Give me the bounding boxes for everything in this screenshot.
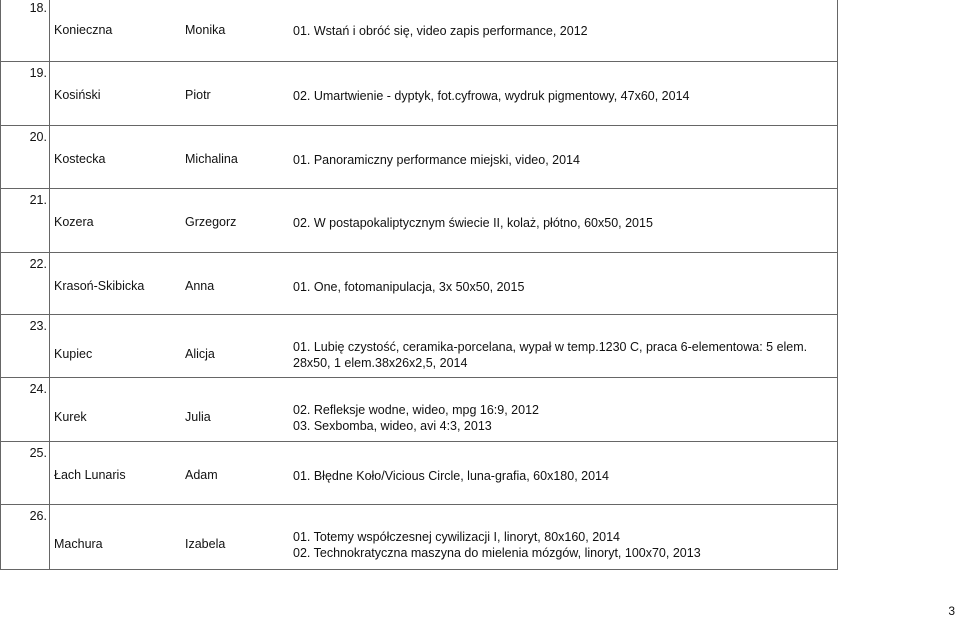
works-list xyxy=(293,279,833,295)
first-name: Izabela xyxy=(185,537,226,551)
row-number: 26. xyxy=(1,505,50,570)
row-number: 20. xyxy=(1,126,50,189)
row-number: 23. xyxy=(1,315,50,378)
row-content xyxy=(50,253,838,315)
row-number: 18. xyxy=(1,0,50,62)
surname: Kupiec xyxy=(54,347,93,361)
row-content xyxy=(50,189,838,253)
first-name: Adam xyxy=(185,468,218,482)
row-number: 19. xyxy=(1,62,50,126)
first-name: Anna xyxy=(185,279,215,293)
table-row xyxy=(1,253,838,315)
work-entry: 02. Technokratyczna maszyna do mielenia mózgów, linoryt, 100x70, 2013 xyxy=(293,546,701,560)
work-entry: 01. Błędne Koło/Vicious Circle, luna-grafia, 60x180, 2014 xyxy=(293,469,609,483)
work-entry: 02. Umartwienie - dyptyk, fot.cyfrowa, wydruk pigmentowy, 47x60, 2014 xyxy=(293,89,690,103)
surname: Łach Lunaris xyxy=(54,468,126,482)
works-list xyxy=(293,339,833,371)
work-entry: 02. Refleksje wodne, wideo, mpg 16:9, 2012 xyxy=(293,403,539,417)
surname: Kosiński xyxy=(54,88,101,102)
row-content xyxy=(50,0,838,62)
works-list xyxy=(293,529,833,561)
works-list xyxy=(293,23,833,39)
works-list xyxy=(293,215,833,231)
surname: Konieczna xyxy=(54,23,113,37)
table-row xyxy=(1,378,838,442)
row-content xyxy=(50,378,838,442)
row-number: 22. xyxy=(1,253,50,315)
work-entry: 02. W postapokaliptycznym świecie II, kolaż, płótno, 60x50, 2015 xyxy=(293,216,653,230)
work-entry: 01. One, fotomanipulacja, 3x 50x50, 2015 xyxy=(293,280,525,294)
table-row xyxy=(1,442,838,505)
row-number: 24. xyxy=(1,378,50,442)
row-content xyxy=(50,505,838,570)
page-number: 3 xyxy=(948,604,955,618)
first-name: Monika xyxy=(185,23,226,37)
table-row xyxy=(1,126,838,189)
first-name: Grzegorz xyxy=(185,215,237,229)
row-number: 21. xyxy=(1,189,50,253)
surname: Krasoń-Skibicka xyxy=(54,279,145,293)
table-row xyxy=(1,505,838,570)
works-list xyxy=(293,152,833,168)
table-row xyxy=(1,0,838,62)
surname: Kurek xyxy=(54,410,87,424)
row-content xyxy=(50,62,838,126)
surname: Kozera xyxy=(54,215,94,229)
surname: Kostecka xyxy=(54,152,106,166)
work-entry: 01. Totemy współczesnej cywilizacji I, linoryt, 80x160, 2014 xyxy=(293,530,621,544)
work-entry: 01. Panoramiczny performance miejski, video, 2014 xyxy=(293,153,580,167)
row-content xyxy=(50,442,838,505)
works-list xyxy=(293,402,833,434)
table-row xyxy=(1,315,838,378)
table-row xyxy=(1,189,838,253)
work-entry: 01. Lubię czystość, ceramika-porcelana, wypał w temp.1230 C, praca 6-elementowa: 5 elem. 28x50, 1 elem.38x26x2,5, 2014 xyxy=(293,340,808,370)
works-list xyxy=(293,468,833,484)
row-content xyxy=(50,126,838,189)
table-row xyxy=(1,62,838,126)
row-number: 25. xyxy=(1,442,50,505)
first-name: Michalina xyxy=(185,152,238,166)
surname: Machura xyxy=(54,537,103,551)
work-entry: 03. Sexbomba, wideo, avi 4:3, 2013 xyxy=(293,419,492,433)
work-entry: 01. Wstań i obróć się, video zapis performance, 2012 xyxy=(293,24,588,38)
first-name: Piotr xyxy=(185,88,211,102)
first-name: Alicja xyxy=(185,347,215,361)
first-name: Julia xyxy=(185,410,211,424)
works-list xyxy=(293,88,833,104)
row-content xyxy=(50,315,838,378)
